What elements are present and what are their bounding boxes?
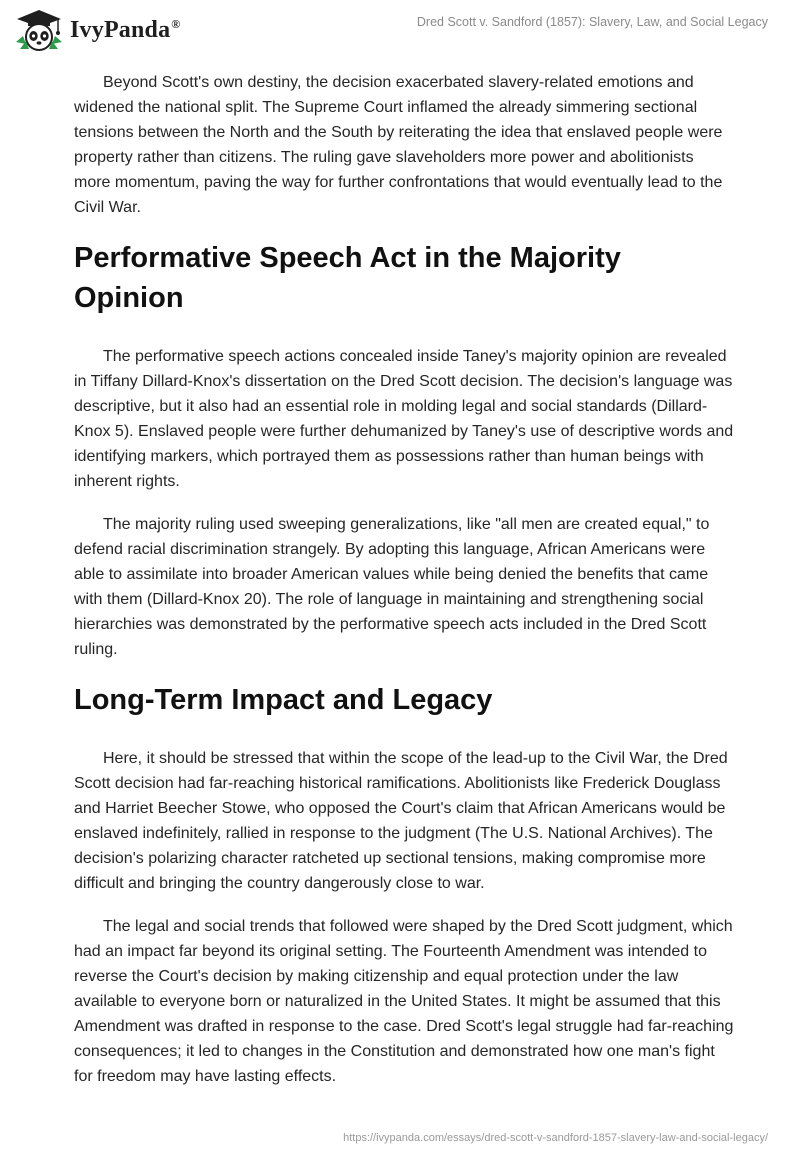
section-heading: Performative Speech Act in the Majority Opinion (74, 242, 621, 314)
source-url[interactable]: https://ivypanda.com/essays/dred-scott-v-sandford-1857-slavery-law-and-social-legacy/ (343, 1132, 768, 1144)
page-header (0, 0, 800, 60)
paragraph: Beyond Scott's own destiny, the decision exacerbated slavery-related emotions and widened the national split. The Supreme Court inflamed the already simmering sectional tensions between the North and the South by reiterating the idea that enslaved people were property rather than citizens. The ruling gave slaveholders more power and abolitionists more momentum, paving the way for further confrontations that would eventually lead to the Civil War. (74, 74, 723, 216)
paragraph: The legal and social trends that followed were shaped by the Dred Scott judgment, which had an impact far beyond its original setting. The Fourteenth Amendment was intended to reverse the Court's decision by making citizenship and equal protection under the law available to everyone born or naturalized in the United States. It might be assumed that this Amendment was drafted in response to the case. Dred Scott's legal struggle had far-reaching consequences; it led to changes in the Constitution and demonstrated how one man's fight for freedom may have lasting effects. (74, 918, 734, 1085)
brand-logo[interactable] (14, 8, 180, 52)
brand-name: IvyPanda® (70, 16, 181, 43)
paragraph: The performative speech actions concealed inside Taney's majority opinion are revealed in Tiffany Dillard-Knox's dissertation on the Dred Scott decision. The decision's language was descriptive, but it also had an essential role in molding legal and social standards (Dillard-Knox 5). Enslaved people were further dehumanized by Taney's use of descriptive words and identifying markers, which portrayed them as possessions rather than human beings with inherent rights. (74, 348, 734, 490)
registered-mark: ® (171, 16, 181, 31)
paragraph: Here, it should be stressed that within the scope of the lead-up to the Civil War, the Dred Scott decision had far-reaching historical ramifications. Abolitionists like Frederick Douglass and Harriet Beecher Stowe, who opposed the Court's claim that African Americans would be enslaved indefinitely, rallied in response to the judgment (The U.S. National Archives). The decision's polarizing character ratcheted up sectional tensions, making compromise more difficult and bringing the country dangerously close to war. (74, 750, 728, 892)
paragraph: The majority ruling used sweeping generalizations, like "all men are created equal," to defend racial discrimination strangely. By adopting this language, African Americans were able to assimilate into broader American values while being denied the benefits that came with them (Dillard-Knox 20). The role of language in maintaining and strengthening social hierarchies was demonstrated by the performative speech acts included in the Dred Scott ruling. (74, 516, 710, 658)
section-heading: Long-Term Impact and Legacy (74, 684, 493, 716)
essay-body (74, 70, 734, 1107)
document-title: Dred Scott v. Sandford (1857): Slavery, Law, and Social Legacy (416, 15, 768, 29)
panda-graduate-icon (14, 8, 64, 52)
